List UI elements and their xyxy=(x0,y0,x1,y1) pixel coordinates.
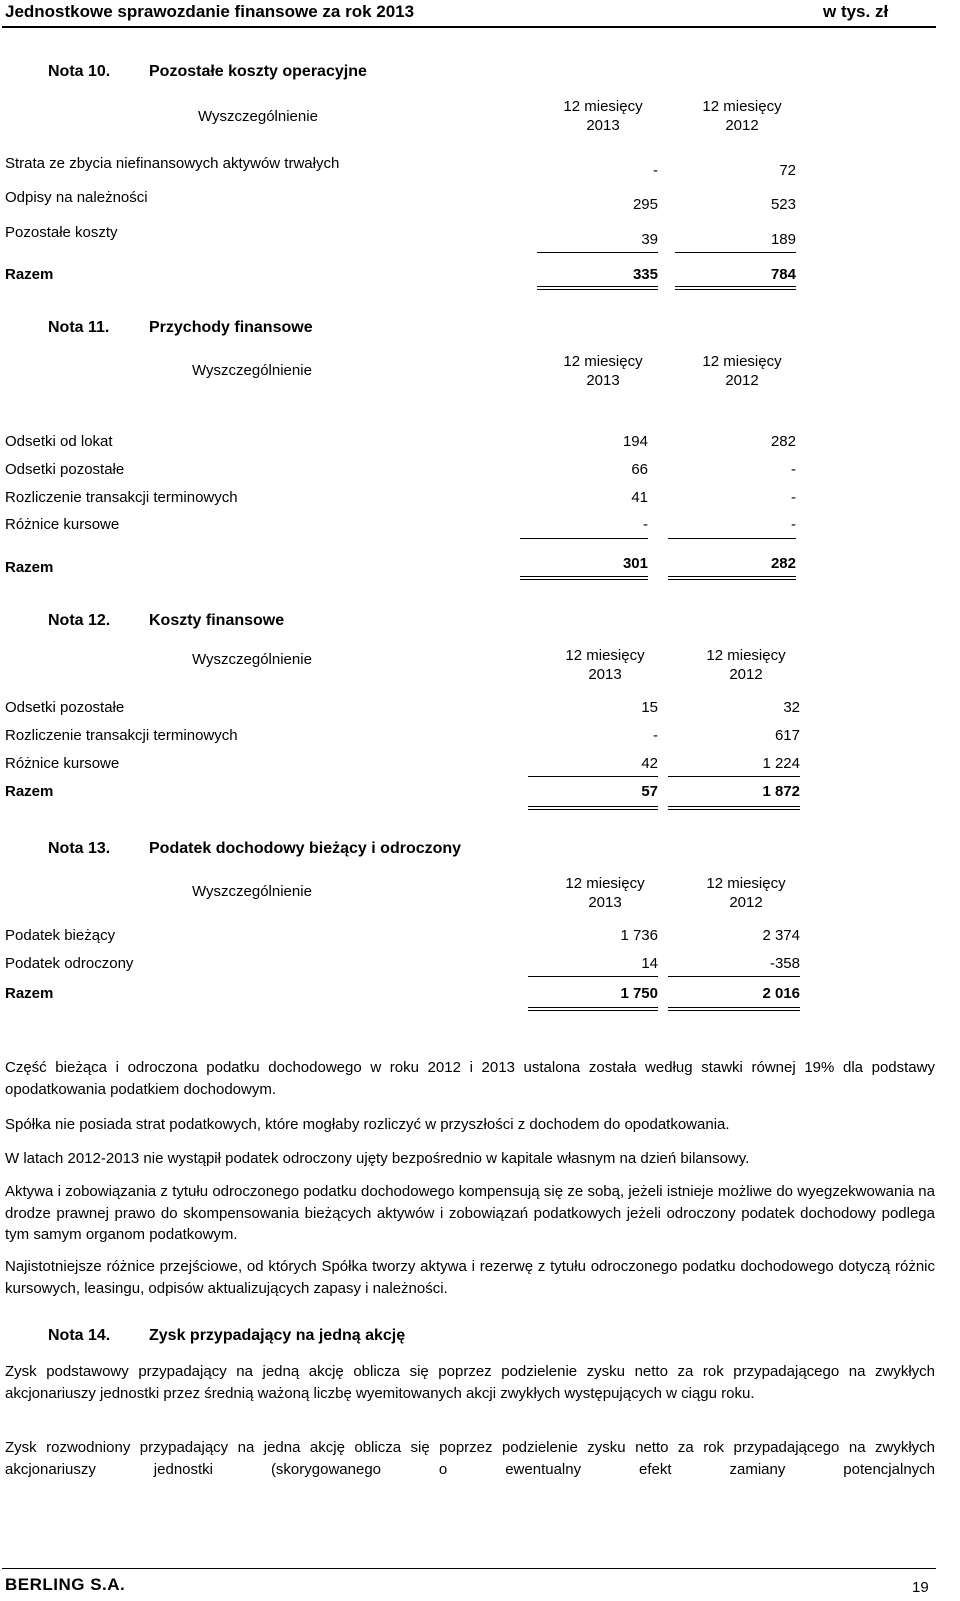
paragraph: Aktywa i zobowiązania z tytułu odroczonego podatku dochodowego kompensują się ze sobą, jeżeli istnieje możliwe do wyegzekwowania na drodze prawnej prawo do skompensowania bieżących aktywów i zobowiązań podatkowych jeżeli odroczony podatek dochodowy podlega tym samym organom podatkowym. xyxy=(5,1183,935,1243)
column-header-2013 xyxy=(543,97,663,135)
paragraph: Zysk rozwodniony przypadający na jedna akcję oblicza się poprzez podzielenie zysku netto za rok przypadającego na zwykłych akcjonariuszy jednostki (skorygowanego o ewentualny efekt zamiany potencjalnych xyxy=(5,1439,935,1478)
column-header-year: 2013 xyxy=(586,372,620,389)
value-2013: 194 xyxy=(622,433,648,450)
column-header-period: 12 miesięcy xyxy=(563,98,643,115)
total-2013: 301 xyxy=(622,555,648,572)
subtotal-rule xyxy=(668,976,800,977)
total-label: Razem xyxy=(5,266,54,283)
page-number: 19 xyxy=(912,1579,929,1596)
double-rule xyxy=(675,286,796,287)
row-label: Odsetki pozostałe xyxy=(5,461,125,478)
column-header-period: 12 miesięcy xyxy=(563,353,643,370)
value-2013: 42 xyxy=(641,755,658,772)
double-rule xyxy=(528,1007,658,1008)
subtotal-rule xyxy=(537,252,658,253)
note-number: Nota 11. xyxy=(48,319,110,336)
unit-label: w tys. zł xyxy=(823,2,889,21)
subtotal-rule xyxy=(528,776,658,777)
subtotal-rule xyxy=(520,538,648,539)
value-2013: 1 736 xyxy=(620,927,658,944)
column-header-year: 2012 xyxy=(729,894,763,911)
column-header-year: 2013 xyxy=(588,666,622,683)
value-2012: 2 374 xyxy=(762,927,800,944)
value-2012: 282 xyxy=(770,433,796,450)
total-2012: 2 016 xyxy=(762,985,800,1002)
value-2012: 32 xyxy=(783,699,800,716)
note-title: Zysk przypadający na jedną akcję xyxy=(149,1327,406,1344)
column-header-period: 12 miesięcy xyxy=(702,353,782,370)
paragraph: Najistotniejsze różnice przejściowe, od których Spółka tworzy aktywa i rezerwę z tytułu odroczonego podatku dochodowego dotyczą różnic kursowych, leasingu, odpisów aktualizujących zapasy i należności. xyxy=(5,1258,935,1297)
row-label: Pozostałe koszty xyxy=(5,224,118,241)
double-rule xyxy=(668,806,800,807)
footer-company: BERLING S.A. xyxy=(5,1575,126,1594)
note-number: Nota 12. xyxy=(48,612,111,629)
double-rule xyxy=(668,1010,800,1011)
row-label: Różnice kursowe xyxy=(5,516,120,533)
column-header-2013 xyxy=(545,646,665,684)
note-number: Nota 14. xyxy=(48,1327,111,1344)
row-label: Podatek odroczony xyxy=(5,955,134,972)
value-2013: 15 xyxy=(641,699,658,716)
document-title: Jednostkowe sprawozdanie finansowe za rok 2013 xyxy=(5,2,415,21)
column-header-year: 2012 xyxy=(729,666,763,683)
value-2012: 617 xyxy=(774,727,800,744)
total-label: Razem xyxy=(5,985,54,1002)
value-2013: 14 xyxy=(641,955,658,972)
column-label: Wyszczególnienie xyxy=(198,108,318,125)
subtotal-rule xyxy=(528,976,658,977)
value-2012: 189 xyxy=(770,231,796,248)
double-rule xyxy=(668,1007,800,1008)
row-label: Podatek bieżący xyxy=(5,927,116,944)
double-rule xyxy=(520,579,648,580)
note-number: Nota 10. xyxy=(48,63,111,80)
column-label: Wyszczególnienie xyxy=(192,362,312,379)
column-header-2012 xyxy=(686,874,806,912)
total-2013: 57 xyxy=(641,783,658,800)
total-2012: 784 xyxy=(770,266,796,283)
value-2012: -358 xyxy=(769,955,800,972)
paragraph: W latach 2012-2013 nie wystąpił podatek odroczony ujęty bezpośrednio w kapitale własnym na dzień bilansowy. xyxy=(5,1150,750,1167)
column-header-period: 12 miesięcy xyxy=(702,98,782,115)
value-2012: - xyxy=(791,461,796,478)
column-header-2013 xyxy=(543,352,663,390)
paragraph: Zysk podstawowy przypadający na jedną akcję oblicza się poprzez podzielenie zysku netto za rok przypadającego na zwykłych akcjonariuszy jednostki przez średnią ważoną liczbę wyemitowanych akcji zwykłych występujących w ciągu roku. xyxy=(5,1363,935,1402)
total-2012: 1 872 xyxy=(762,783,800,800)
total-2013: 335 xyxy=(632,266,658,283)
row-label: Rozliczenie transakcji terminowych xyxy=(5,489,238,506)
column-label: Wyszczególnienie xyxy=(192,651,312,668)
column-header-year: 2012 xyxy=(725,117,759,134)
double-rule xyxy=(528,806,658,807)
total-label: Razem xyxy=(5,559,54,576)
value-2012: 523 xyxy=(770,196,796,213)
double-rule xyxy=(668,576,796,577)
column-label: Wyszczególnienie xyxy=(192,883,312,900)
double-rule xyxy=(537,286,658,287)
note-title: Pozostałe koszty operacyjne xyxy=(149,63,367,80)
value-2013: 295 xyxy=(632,196,658,213)
double-rule xyxy=(537,289,658,290)
double-rule xyxy=(675,289,796,290)
value-2013: - xyxy=(653,727,658,744)
note-number: Nota 13. xyxy=(48,840,111,857)
row-label: Rozliczenie transakcji terminowych xyxy=(5,727,238,744)
column-header-period: 12 miesięcy xyxy=(565,875,645,892)
column-header-period: 12 miesięcy xyxy=(706,647,786,664)
value-2013: 66 xyxy=(631,461,648,478)
column-header-year: 2013 xyxy=(586,117,620,134)
row-label: Odsetki od lokat xyxy=(5,433,113,450)
column-header-year: 2013 xyxy=(588,894,622,911)
row-label: Strata ze zbycia niefinansowych aktywów trwałych xyxy=(5,155,340,172)
column-header-2012 xyxy=(686,646,806,684)
value-2012: 1 224 xyxy=(762,755,800,772)
value-2013: - xyxy=(643,516,648,533)
column-header-2012 xyxy=(682,97,802,135)
double-rule xyxy=(668,579,796,580)
total-2013: 1 750 xyxy=(620,985,658,1002)
paragraph: Spółka nie posiada strat podatkowych, które mogłaby rozliczyć w przyszłości z dochodem do opodatkowania. xyxy=(5,1116,730,1133)
note-title: Przychody finansowe xyxy=(149,319,313,336)
value-2012: - xyxy=(791,516,796,533)
subtotal-rule xyxy=(668,776,800,777)
subtotal-rule xyxy=(675,252,796,253)
double-rule xyxy=(528,1010,658,1011)
double-rule xyxy=(528,809,658,810)
subtotal-rule xyxy=(668,538,796,539)
footer-rule xyxy=(2,1568,936,1569)
value-2013: 39 xyxy=(641,231,658,248)
double-rule xyxy=(520,576,648,577)
column-header-year: 2012 xyxy=(725,372,759,389)
value-2012: 72 xyxy=(779,162,796,179)
value-2013: - xyxy=(653,162,658,179)
total-2012: 282 xyxy=(770,555,796,572)
value-2013: 41 xyxy=(631,489,648,506)
total-label: Razem xyxy=(5,783,54,800)
note-title: Koszty finansowe xyxy=(149,612,285,629)
row-label: Różnice kursowe xyxy=(5,755,120,772)
column-header-2013 xyxy=(545,874,665,912)
note-title: Podatek dochodowy bieżący i odroczony xyxy=(149,840,462,857)
row-label: Odpisy na należności xyxy=(5,189,148,206)
paragraph: Część bieżąca i odroczona podatku dochodowego w roku 2012 i 2013 ustalona została według stawki równej 19% dla podstawy opodatkowania podatkiem dochodowym. xyxy=(5,1059,935,1098)
double-rule xyxy=(668,809,800,810)
row-label: Odsetki pozostałe xyxy=(5,699,125,716)
column-header-period: 12 miesięcy xyxy=(565,647,645,664)
value-2012: - xyxy=(791,489,796,506)
column-header-period: 12 miesięcy xyxy=(706,875,786,892)
header-rule xyxy=(2,26,936,28)
column-header-2012 xyxy=(682,352,802,390)
